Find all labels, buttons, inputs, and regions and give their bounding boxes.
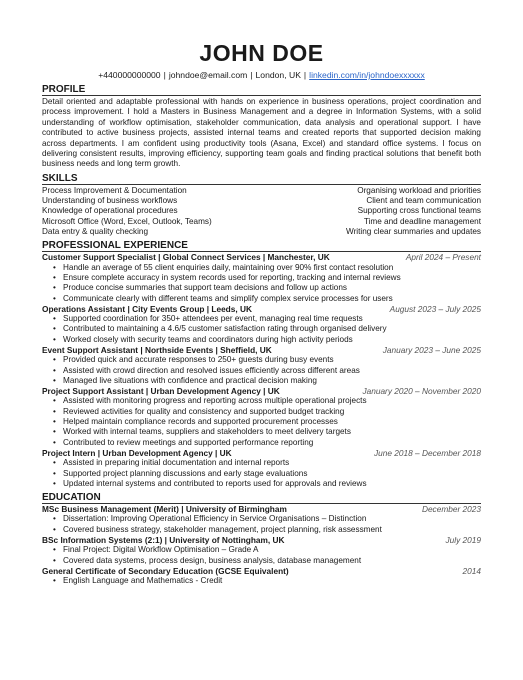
job-bullet: • Supported project planning discussions and early stage evaluations	[63, 469, 481, 479]
skill-item: Understanding of business workflows	[42, 196, 178, 206]
education-entry	[42, 535, 481, 566]
job-bullet: • Helped maintain compliance records and supported procurement processes	[63, 417, 481, 427]
job-bullet: • Produce concise summaries that support team decisions and follow up actions	[63, 283, 481, 293]
skill-item: Client and team communication	[366, 196, 481, 206]
degree-bullet: • Covered business strategy, stakeholder management, project planning, risk assessment	[63, 525, 481, 535]
degree-heading: MSc Business Management (Merit) | University of Birmingham	[42, 504, 287, 515]
skill-item: Time and deadline management	[363, 216, 481, 226]
job-dates: January 2023 – June 2025	[382, 345, 481, 355]
job-heading: Customer Support Specialist | Global Connect Services | Manchester, UK	[42, 252, 330, 263]
profile-heading: PROFILE	[42, 84, 481, 96]
job-bullet: • Handle an average of 55 client enquiries daily, maintaining over 90% first contact resolution	[63, 263, 481, 273]
phone-number: +440000000000	[98, 70, 161, 80]
job-dates: June 2018 – December 2018	[373, 447, 481, 458]
skill-item: Organising workload and priorities	[357, 185, 481, 195]
job-bullet: • Supported coordination for 350+ attendees per event, managing real time requests	[63, 314, 481, 324]
skills-grid	[42, 186, 481, 237]
education-entry	[42, 566, 481, 587]
resume-name: JOHN DOE	[199, 40, 324, 66]
job-bullet: • Reviewed activities for quality and consistency and supported budget tracking	[63, 407, 481, 417]
skill-item: Knowledge of operational procedures	[42, 206, 178, 216]
job-entry	[42, 448, 481, 489]
degree-date: 2014	[462, 565, 481, 576]
job-bullet: • Managed live situations with confidence and practical decision making	[63, 376, 481, 386]
skill-item: Supporting cross functional teams	[357, 206, 481, 216]
job-entry	[42, 345, 481, 386]
degree-heading: BSc Information Systems (2:1) | University of Nottingham, UK	[42, 535, 285, 546]
degree-bullet: • English Language and Mathematics - Credit	[63, 576, 481, 586]
skills-heading: SKILLS	[42, 173, 481, 185]
experience-heading: PROFESSIONAL EXPERIENCE	[42, 240, 481, 252]
job-bullet: • Provided quick and accurate responses to 250+ guests during busy events	[63, 355, 481, 365]
degree-bullet: • Final Project: Digital Workflow Optimisation – Grade A	[63, 545, 481, 555]
degree-bullet: • Covered data systems, process design, business analysis, database management	[63, 556, 481, 566]
job-dates: January 2020 – November 2020	[362, 386, 481, 397]
job-entry	[42, 386, 481, 448]
skill-item: Writing clear summaries and updates	[345, 227, 481, 237]
job-dates: April 2024 – Present	[405, 252, 481, 263]
job-bullet: • Worked with internal teams, suppliers and stakeholders to meet delivery targets	[63, 427, 481, 437]
job-bullet: • Assisted with monitoring progress and reporting across multiple operational projects	[63, 396, 481, 406]
job-heading: Event Support Assistant | Northside Events | Sheffield, UK	[42, 345, 272, 355]
job-entry	[42, 304, 481, 345]
job-bullet: • Updated internal systems and contributed to reports used for approvals and reviews	[63, 479, 481, 489]
education-entry	[42, 504, 481, 535]
degree-date: July 2019	[445, 535, 481, 546]
skill-item: Process Improvement & Documentation	[42, 185, 187, 195]
job-bullet: • Contributed to review meetings and supported performance reporting	[63, 438, 481, 448]
job-bullet: • Assisted in preparing initial documentation and internal reports	[63, 458, 481, 468]
job-bullet: • Worked closely with security teams and coordinators during high activity periods	[63, 335, 481, 345]
job-bullet: • Ensure complete accuracy in system records used for reporting, tracking and internal reviews	[63, 273, 481, 283]
email-address: johndoe@email.com	[168, 70, 248, 80]
job-heading: Project Intern | Urban Development Agency | UK	[42, 447, 232, 458]
contact-line	[42, 70, 481, 81]
job-bullet: • Contributed to maintaining a 4.6/5 customer satisfaction rating through organised delivery	[63, 324, 481, 334]
contact-separator: |	[163, 70, 166, 80]
job-heading: Project Support Assistant | Urban Development Agency | UK	[42, 386, 280, 397]
skill-item: Data entry & quality checking	[42, 227, 149, 237]
contact-separator: |	[250, 70, 253, 80]
job-bullet: • Communicate clearly with different teams and simplify complex service processes for users	[63, 294, 481, 304]
skill-item: Microsoft Office (Word, Excel, Outlook, Teams)	[42, 216, 212, 226]
linkedin-link[interactable]: linkedin.com/in/johndoexxxxxx	[309, 70, 425, 80]
degree-bullet: • Dissertation: Improving Operational Efficiency in Service Organisations – Distinction	[63, 514, 481, 524]
job-entry	[42, 252, 481, 303]
education-heading: EDUCATION	[42, 492, 481, 504]
degree-date: December 2023	[421, 504, 481, 515]
contact-separator: |	[303, 70, 307, 80]
degree-heading: General Certificate of Secondary Education (GCSE Equivalent)	[42, 565, 289, 576]
job-bullet: • Assisted with crowd direction and resolved issues efficiently across different areas	[63, 366, 481, 376]
job-dates: August 2023 – July 2025	[389, 303, 481, 314]
profile-text: Detail oriented and adaptable professional with hands on experience in business operations, project coordination and process improvement. I hold a Masters in Business Management and a degree in Information Systems, with a solid understanding of workflow optimisation, stakeholder communication, data analysis and operational support. I have contributed to active business projects, assisted internal teams and created reports that supported decision making across departments. I am confident using productivity tools (Asana, Excel) and standard office systems. I focus on delivering consistent results, improving efficiency, supporting team goals and finding practical solutions that benefit both business needs and long term growth.	[42, 97, 481, 169]
job-heading: Operations Assistant | City Events Group | Leeds, UK	[42, 303, 252, 314]
location: London, UK	[255, 70, 301, 80]
